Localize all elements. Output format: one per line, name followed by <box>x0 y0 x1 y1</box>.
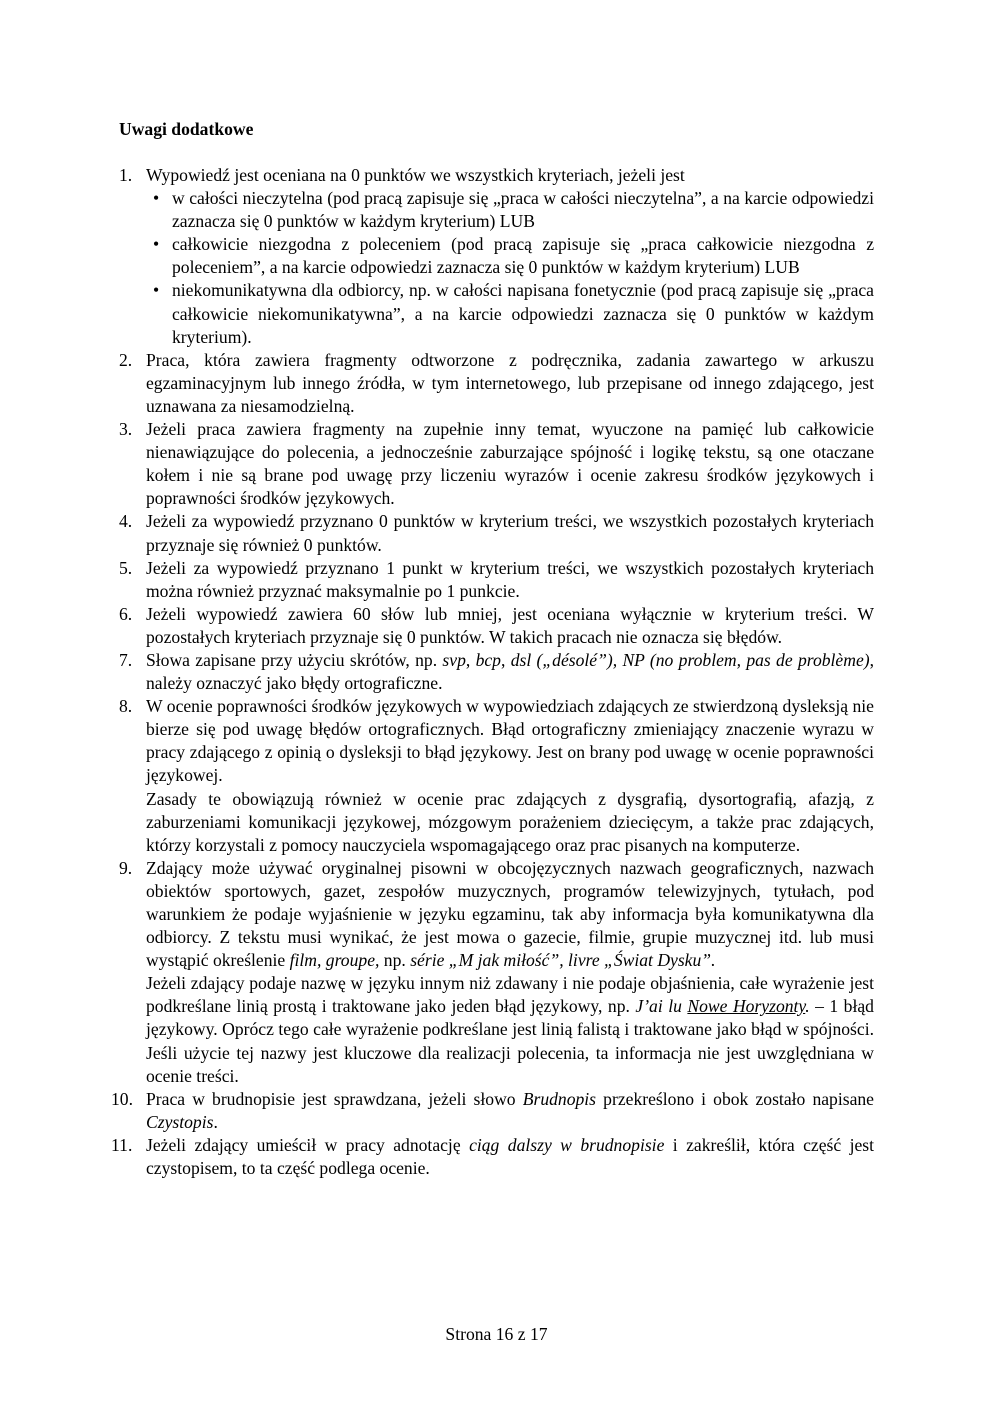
item-text: Jeżeli za wypowiedź przyznano 1 punkt w kryterium treści, we wszystkich pozostałych kryteriach można również przyznać maksymalnie po 1 punkcie. <box>146 557 874 601</box>
text-run: – 1 błąd językowy. Oprócz tego całe wyrażenie podkreślane jest linią falistą i traktowane jako błąd w spójności. Jeśli użycie tej nazwy jest kluczowe dla realizacji polecenia, ta informacja nie jest uwzględniana w ocenie treści. <box>146 996 874 1086</box>
item-text <box>146 1134 874 1180</box>
example-term: . <box>805 996 810 1017</box>
item-text: Jeżeli wypowiedź zawiera 60 słów lub mniej, jest oceniana wyłącznie w kryterium treści. W pozostałych kryteriach przyznaje się 0 punktów. W takich pracach nie oznacza się błędów. <box>146 603 874 647</box>
item-number: 11. <box>111 1134 133 1155</box>
bullet-item <box>146 187 874 233</box>
text-run: i zakreślił, która część jest czystopisem, to ta część podlega ocenie. <box>146 1134 875 1179</box>
bullet-text: niekomunikatywna dla odbiorcy, np. w całości napisana fonetycznie (pod pracą zapisuje się „praca całkowicie niekomunikatywna”, a na karcie odpowiedzi zaznacza się 0 punktów w każdym kryterium). <box>172 280 874 347</box>
item-text <box>146 649 874 695</box>
item-number: 8. <box>119 696 133 717</box>
text-run: , <box>465 649 476 670</box>
list-item-11 <box>111 1134 875 1180</box>
page-number: Strona 16 z 17 <box>445 1324 548 1344</box>
text-run: przekreślono i obok zostało napisane <box>596 1088 874 1109</box>
list-item-6 <box>119 603 874 649</box>
remarks-list <box>111 164 875 1180</box>
bullet-icon: • <box>153 280 160 301</box>
text-run: Zdający może używać oryginalnej pisowni w obcojęzycznych nazwach geograficznych, nazwach obiektów sportowych, gazet, zespołów muzycznych, programów telewizyjnych, tytułach, pod warunkiem że podaje wyjaśnienie w języku egzaminu, tak aby informacja była komunikatywna dla odbiorcy. Z tekstu musi wynikać, że jest mowa o gazecie, filmie, grupie muzycznej itd. lub musi wystąpić określenie <box>146 857 874 971</box>
item-number: 5. <box>119 557 133 578</box>
bullet-text: całkowicie niezgodna z poleceniem (pod pracą zapisuje się „praca całkowicie niezgodna z poleceniem”, a na karcie odpowiedzi zaznacza się 0 punktów w każdym kryterium) LUB <box>172 234 874 278</box>
bullet-item <box>146 279 874 348</box>
list-item-3 <box>119 418 874 510</box>
text-run: Słowa zapisane przy użyciu skrótów, np. <box>146 649 443 670</box>
list-item-10 <box>111 1088 874 1134</box>
example-term: ciąg dalszy w brudnopisie <box>469 1134 665 1155</box>
list-item-1 <box>119 164 874 349</box>
item-text: Praca, która zawiera fragmenty odtworzone z podręcznika, zadania zawartego w arkuszu egzaminacyjnym lub innego źródła, w tym internetowego, lub przepisane od innego zdającego, jest uznawana za niesamodzielną. <box>146 349 874 416</box>
list-item-9 <box>119 857 874 1088</box>
item-paragraph <box>146 857 874 972</box>
bullet-icon: • <box>153 188 160 209</box>
item-number: 2. <box>119 349 133 370</box>
text-run: , <box>500 649 511 670</box>
bullet-icon: • <box>153 234 160 255</box>
item-text: Wypowiedź jest oceniana na 0 punktów we wszystkich kryteriach, jeżeli jest <box>146 165 685 185</box>
list-item-4 <box>119 510 874 556</box>
abbreviation-example: dsl („désolé”), NP (no problem, pas de problème) <box>510 649 870 670</box>
item-number: 4. <box>119 511 133 532</box>
abbreviation-example: svp <box>442 649 466 670</box>
abbreviation-example: bcp <box>475 649 501 670</box>
example-term: série „M jak miłość”, livre „Świat Dysku”. <box>410 950 716 971</box>
item-number: 1. <box>119 165 133 185</box>
item-number: 6. <box>119 603 133 624</box>
example-term: film, groupe, <box>289 950 380 971</box>
section-heading: Uwagi dodatkowe <box>119 119 254 139</box>
list-item-7 <box>119 649 874 695</box>
item-number: 10. <box>111 1088 133 1109</box>
example-term: Czystopis <box>146 1111 214 1132</box>
text-run: np. <box>379 950 411 971</box>
text-run: . <box>213 1111 218 1132</box>
item-text <box>146 1088 874 1134</box>
item-paragraph: Zasady te obowiązują również w ocenie prac zdających z dysgrafią, dysortografią, afazją, z zaburzeniami komunikacji językowej, mózgowym porażeniem dziecięcym, a także prac zdających, którzy korzystali z pomocy nauczyciela wspomagającego oraz prac pisanych na komputerze. <box>146 788 874 855</box>
text-run: Jeżeli zdający podaje nazwę w języku innym niż zdawany i nie podaje objaśnienia, całe wyrażenie jest podkreślane linią prostą i traktowane jako jeden błąd językowy, np. <box>146 973 874 1017</box>
list-item-5 <box>119 557 874 603</box>
bullet-item <box>146 233 874 279</box>
list-item-8 <box>119 695 874 857</box>
item-number: 9. <box>119 857 133 878</box>
item-paragraph <box>146 972 874 1087</box>
item-number: 7. <box>119 649 133 670</box>
text-run: , należy oznaczyć jako błędy ortograficzne. <box>146 649 875 694</box>
item-text: Jeżeli praca zawiera fragmenty na zupełnie inny temat, wyuczone na pamięć lub całkowicie nienawiązujące do polecenia, a jednocześnie zaburzające spójność i logikę tekstu, są one otaczane kołem i nie są brane pod uwagę przy liczeniu wyrazów i ocenie zakresu środków językowych i poprawności środków językowych. <box>146 419 874 509</box>
item-text: Jeżeli za wypowiedź przyznano 0 punktów w kryterium treści, we wszystkich pozostałych kryteriach przyznaje się również 0 punktów. <box>146 511 874 555</box>
example-term: Brudnopis <box>522 1088 597 1109</box>
text-run: Jeżeli zdający umieścił w pracy adnotację <box>146 1134 470 1155</box>
text-run: Praca w brudnopisie jest sprawdzana, jeżeli słowo <box>146 1088 523 1109</box>
item-paragraph: W ocenie poprawności środków językowych w wypowiedziach zdających ze stwierdzoną dysleksją nie bierze się pod uwagę błędów ortograficznych. Błąd ortograficzny zmieniający znaczenie wyrazu w pracy zdającego z opinią o dysleksji to błąd językowy. Jest on brany pod uwagę w ocenie poprawności językowej. <box>146 696 874 786</box>
list-item-2 <box>119 349 874 418</box>
item-number: 3. <box>119 419 133 440</box>
example-term: J’ai lu <box>635 996 688 1017</box>
underlined-example: Nowe Horyzonty <box>687 996 806 1017</box>
bullet-list <box>146 187 874 349</box>
bullet-text: w całości nieczytelna (pod pracą zapisuje się „praca w całości nieczytelna”, a na karcie odpowiedzi zaznacza się 0 punktów w każdym kryterium) LUB <box>172 188 874 232</box>
